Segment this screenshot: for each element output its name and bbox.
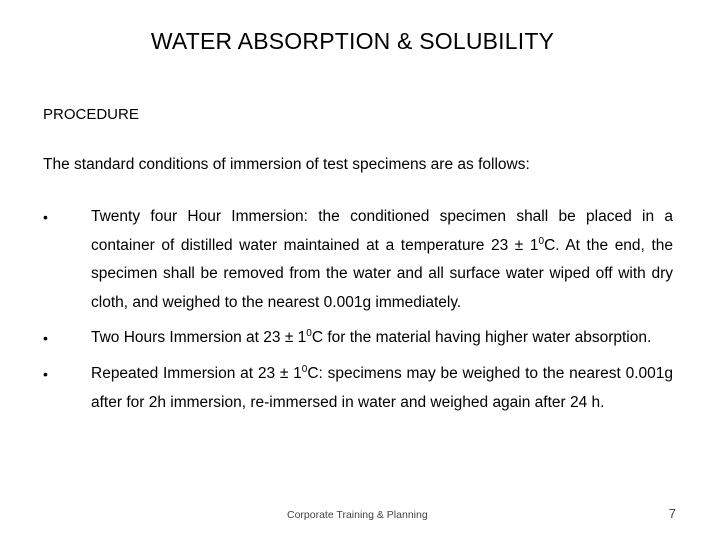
bullet-item-2h-immersion: [43, 324, 673, 353]
superscript: 0: [306, 328, 312, 340]
superscript: 0: [301, 363, 308, 375]
page-number: 7: [668, 506, 676, 521]
text-segment: Repeated Immersion at 23 ± 1: [91, 364, 302, 382]
intro-text: The standard conditions of immersion of test specimens are as follows:: [43, 156, 530, 173]
bullet-icon: •: [43, 209, 48, 225]
bullet-text: [91, 365, 673, 411]
text-segment: C for the material having higher water absorption.: [311, 329, 652, 347]
bullet-list: [43, 203, 673, 417]
text-segment: C. At the end, the specimen shall be removed from the water and all surface water wiped off with dry cloth, and weighed to the nearest 0.001g immediately.: [91, 236, 673, 311]
footer-text: Corporate Training & Planning: [287, 509, 428, 521]
text-segment: Two Hours Immersion at 23 ± 1: [91, 329, 307, 347]
bullet-icon: •: [43, 330, 48, 347]
text-segment: C: specimens may be weighed to the nearest 0.001g after for 2h immersion, re-immersed in water and weighed again after 24 h.: [91, 364, 673, 411]
bullet-item-repeated-immersion: [43, 360, 673, 417]
bullet-item-24h-immersion: [43, 203, 673, 317]
slide-title: WATER ABSORPTION & SOLUBILITY: [150, 28, 555, 54]
bullet-text: [91, 329, 651, 346]
superscript: 0: [538, 235, 545, 247]
bullet-text: [91, 208, 673, 311]
text-segment: Twenty four Hour Immersion: the conditioned specimen shall be placed in a container of distilled water maintained at a temperature 23 ± 1: [91, 208, 673, 254]
section-heading: PROCEDURE: [43, 106, 139, 123]
bullet-icon: •: [43, 365, 48, 382]
